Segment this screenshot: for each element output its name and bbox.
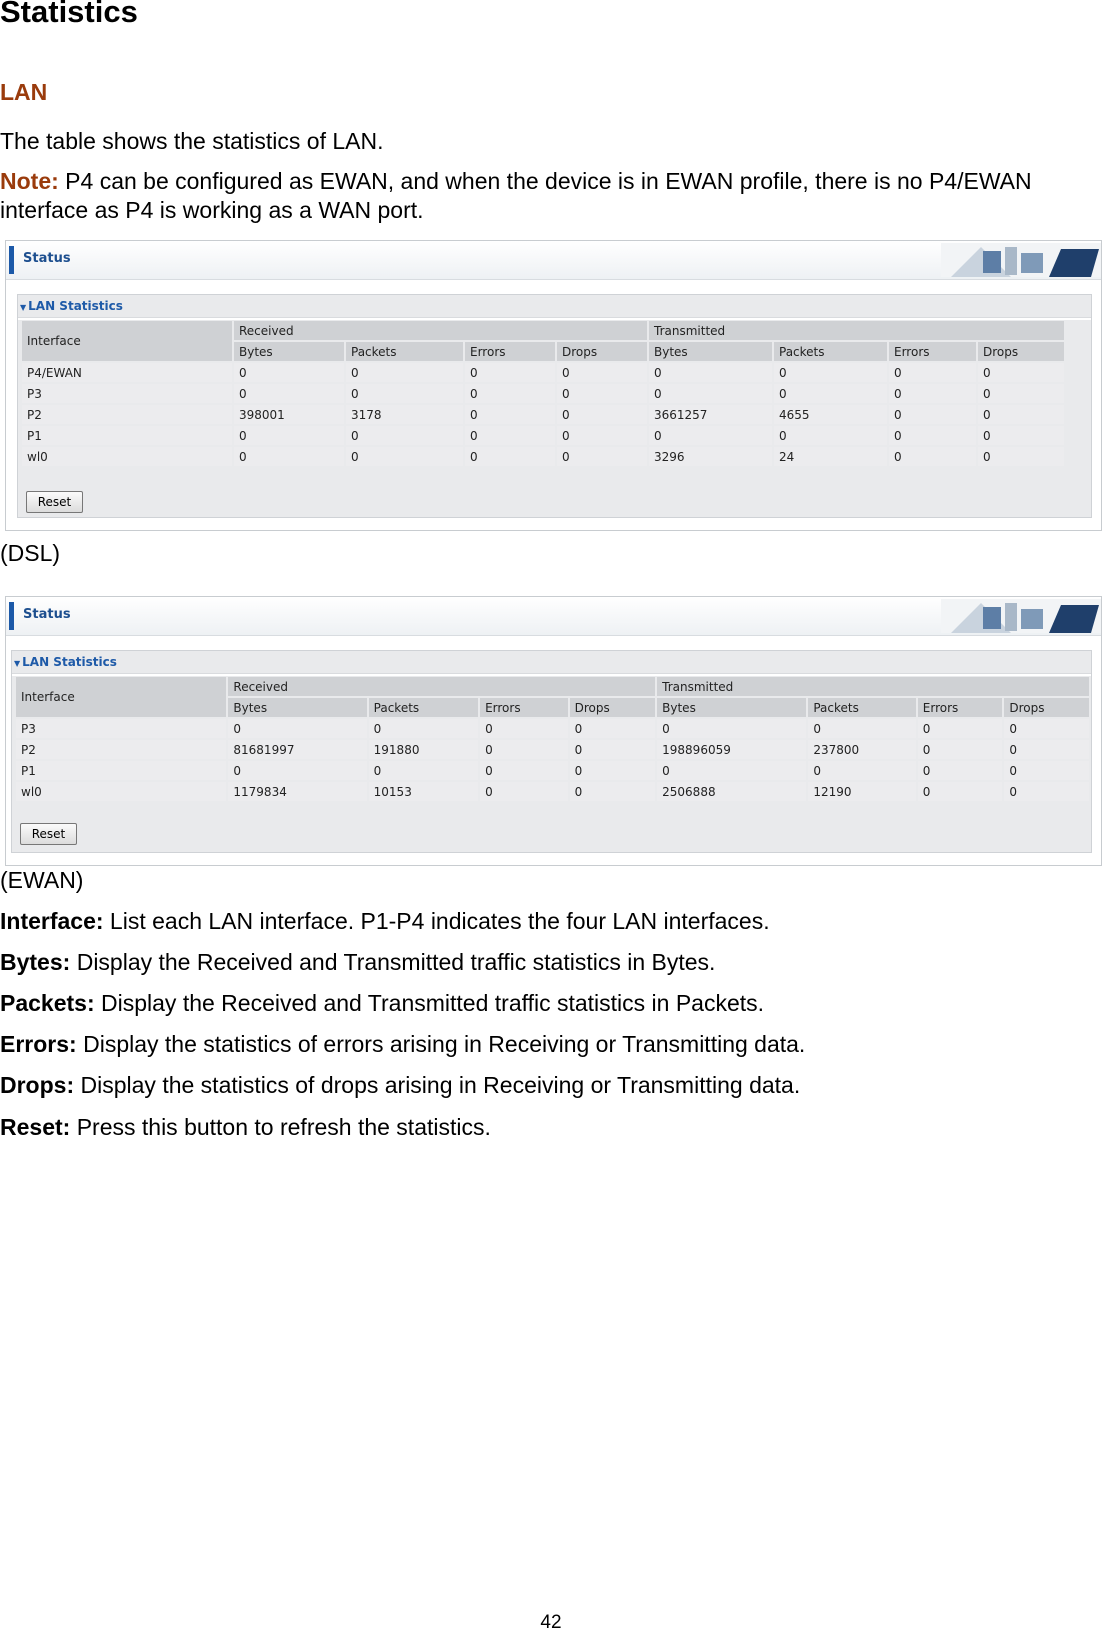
table-row xyxy=(22,363,1064,382)
interface-cell: P4/EWAN xyxy=(22,363,232,382)
intro-text: The table shows the statistics of LAN. xyxy=(0,128,384,154)
status-label: Status xyxy=(23,251,71,266)
received-header: Received xyxy=(234,321,647,340)
ewan-statistics-screenshot xyxy=(5,596,1102,866)
note-text: P4 can be configured as EWAN, and when the device is in EWAN profile, there is no P4/EWAN interface as P4 is working as a WAN port. xyxy=(0,168,1032,223)
stat-cell: 0 xyxy=(918,719,1003,738)
interface-cell: P3 xyxy=(16,719,226,738)
definition-term: Packets: xyxy=(0,990,95,1016)
stat-cell: 0 xyxy=(774,426,887,445)
page-title: Statistics xyxy=(0,0,138,29)
stat-cell: 0 xyxy=(346,384,463,403)
interface-cell: P2 xyxy=(16,740,226,759)
lan-statistics-title-text: LAN Statistics xyxy=(22,655,117,669)
definition-term: Errors: xyxy=(0,1031,77,1057)
stat-cell: 0 xyxy=(465,363,555,382)
definition-text: List each LAN interface. P1-P4 indicates the four LAN interfaces. xyxy=(103,908,770,934)
stat-cell: 0 xyxy=(978,405,1064,424)
column-header: Packets xyxy=(369,698,478,717)
ewan-caption: (EWAN) xyxy=(0,867,84,893)
stat-cell: 0 xyxy=(649,426,772,445)
column-header: Drops xyxy=(978,342,1064,361)
lan-statistics-panel xyxy=(17,294,1092,518)
stat-cell: 398001 xyxy=(234,405,344,424)
stat-cell: 12190 xyxy=(808,782,915,801)
status-accent xyxy=(9,246,14,274)
stat-cell: 0 xyxy=(978,363,1064,382)
interface-cell: P3 xyxy=(22,384,232,403)
stat-cell: 0 xyxy=(1004,761,1089,780)
stat-cell: 4655 xyxy=(774,405,887,424)
banner-graphic-icon xyxy=(941,599,1101,633)
column-header: Errors xyxy=(889,342,976,361)
status-bar xyxy=(6,597,1101,636)
stat-cell: 0 xyxy=(480,719,568,738)
table-row xyxy=(22,426,1064,445)
stat-cell: 0 xyxy=(1004,740,1089,759)
interface-cell: P2 xyxy=(22,405,232,424)
stat-cell: 191880 xyxy=(369,740,478,759)
lan-statistics-title-text: LAN Statistics xyxy=(28,299,123,313)
stat-cell: 0 xyxy=(889,384,976,403)
table-row xyxy=(22,405,1064,424)
stat-cell: 3178 xyxy=(346,405,463,424)
stat-cell: 0 xyxy=(234,447,344,466)
interface-cell: P1 xyxy=(16,761,226,780)
column-header: Drops xyxy=(1004,698,1089,717)
stat-cell: 0 xyxy=(978,426,1064,445)
column-header: Bytes xyxy=(657,698,806,717)
definition-text: Display the statistics of drops arising in Receiving or Transmitting data. xyxy=(74,1072,801,1098)
stat-cell: 2506888 xyxy=(657,782,806,801)
column-header: Drops xyxy=(557,342,647,361)
interface-cell: wl0 xyxy=(22,447,232,466)
table-row xyxy=(16,761,1089,780)
lan-statistics-table xyxy=(14,675,1091,803)
stat-cell: 0 xyxy=(346,426,463,445)
definition-text: Display the statistics of errors arising in Receiving or Transmitting data. xyxy=(76,1031,806,1057)
note-label: Note: xyxy=(0,168,59,194)
stat-cell: 0 xyxy=(557,426,647,445)
definition-bytes xyxy=(0,948,1060,977)
definition-packets xyxy=(0,989,1060,1018)
column-header: Bytes xyxy=(649,342,772,361)
status-label: Status xyxy=(23,607,71,622)
lan-statistics-panel xyxy=(11,650,1092,853)
stat-cell: 0 xyxy=(808,761,915,780)
definition-text: Press this button to refresh the statistics. xyxy=(70,1114,491,1140)
stat-cell: 0 xyxy=(918,782,1003,801)
stat-cell: 24 xyxy=(774,447,887,466)
stat-cell: 0 xyxy=(480,761,568,780)
dsl-statistics-screenshot xyxy=(5,240,1102,531)
section-heading-lan: LAN xyxy=(0,79,48,105)
table-row xyxy=(22,384,1064,403)
transmitted-header: Transmitted xyxy=(657,677,1089,696)
column-header: Errors xyxy=(465,342,555,361)
definition-term: Bytes: xyxy=(0,949,71,975)
stat-cell: 81681997 xyxy=(228,740,366,759)
stat-cell: 0 xyxy=(570,740,656,759)
definition-text: Display the Received and Transmitted traffic statistics in Bytes. xyxy=(70,949,716,975)
interface-cell: P1 xyxy=(22,426,232,445)
stat-cell: 0 xyxy=(978,447,1064,466)
column-header: Drops xyxy=(570,698,656,717)
stat-cell: 0 xyxy=(978,384,1064,403)
table-row xyxy=(22,447,1064,466)
stat-cell: 0 xyxy=(570,782,656,801)
stat-cell: 0 xyxy=(774,384,887,403)
column-header: Errors xyxy=(480,698,568,717)
column-header: Errors xyxy=(918,698,1003,717)
stat-cell: 237800 xyxy=(808,740,915,759)
stat-cell: 0 xyxy=(649,363,772,382)
definition-reset xyxy=(0,1113,1060,1142)
stat-cell: 0 xyxy=(369,761,478,780)
reset-button[interactable]: Reset xyxy=(20,823,77,845)
stat-cell: 0 xyxy=(234,384,344,403)
table-row xyxy=(16,740,1089,759)
banner-graphic-icon xyxy=(941,243,1101,277)
definition-text: Display the Received and Transmitted traffic statistics in Packets. xyxy=(94,990,765,1016)
stat-cell: 0 xyxy=(480,740,568,759)
stat-cell: 10153 xyxy=(369,782,478,801)
stat-cell: 0 xyxy=(1004,719,1089,738)
stat-cell: 0 xyxy=(369,719,478,738)
stat-cell: 0 xyxy=(774,363,887,382)
column-header: Packets xyxy=(346,342,463,361)
column-header: Bytes xyxy=(228,698,366,717)
stat-cell: 0 xyxy=(465,426,555,445)
table-row xyxy=(16,719,1089,738)
status-accent xyxy=(9,602,14,630)
stat-cell: 0 xyxy=(570,761,656,780)
stat-cell: 0 xyxy=(557,405,647,424)
stat-cell: 0 xyxy=(228,761,366,780)
stat-cell: 0 xyxy=(465,384,555,403)
stat-cell: 0 xyxy=(228,719,366,738)
definition-term: Drops: xyxy=(0,1072,75,1098)
stat-cell: 0 xyxy=(649,384,772,403)
stat-cell: 0 xyxy=(234,363,344,382)
stat-cell: 0 xyxy=(346,363,463,382)
stat-cell: 0 xyxy=(465,405,555,424)
definition-interface xyxy=(0,907,1060,936)
stat-cell: 0 xyxy=(557,384,647,403)
stat-cell: 0 xyxy=(657,761,806,780)
lan-statistics-table xyxy=(20,319,1066,468)
stat-cell: 0 xyxy=(480,782,568,801)
interface-cell: wl0 xyxy=(16,782,226,801)
stat-cell: 0 xyxy=(570,719,656,738)
lan-statistics-title: ▼ LAN Statistics xyxy=(20,299,123,313)
column-header: Packets xyxy=(774,342,887,361)
page-number: 42 xyxy=(540,1612,562,1633)
definition-drops xyxy=(0,1071,1060,1100)
stat-cell: 0 xyxy=(889,447,976,466)
stat-cell: 0 xyxy=(889,363,976,382)
definition-term: Reset: xyxy=(0,1114,71,1140)
transmitted-header: Transmitted xyxy=(649,321,1064,340)
stat-cell: 0 xyxy=(346,447,463,466)
column-header: Bytes xyxy=(234,342,344,361)
stat-cell: 3661257 xyxy=(649,405,772,424)
reset-button[interactable]: Reset xyxy=(26,491,83,513)
interface-header: Interface xyxy=(16,677,226,717)
stat-cell: 0 xyxy=(465,447,555,466)
lan-statistics-title: ▼ LAN Statistics xyxy=(14,655,117,669)
stat-cell: 1179834 xyxy=(228,782,366,801)
stat-cell: 0 xyxy=(889,426,976,445)
note-paragraph xyxy=(0,167,1060,225)
column-header: Packets xyxy=(808,698,915,717)
definition-term: Interface: xyxy=(0,908,104,934)
stat-cell: 0 xyxy=(657,719,806,738)
status-bar xyxy=(6,241,1101,280)
stat-cell: 0 xyxy=(557,363,647,382)
table-row xyxy=(16,782,1089,801)
stat-cell: 3296 xyxy=(649,447,772,466)
interface-header: Interface xyxy=(22,321,232,361)
stat-cell: 198896059 xyxy=(657,740,806,759)
stat-cell: 0 xyxy=(808,719,915,738)
stat-cell: 0 xyxy=(234,426,344,445)
stat-cell: 0 xyxy=(889,405,976,424)
stat-cell: 0 xyxy=(1004,782,1089,801)
stat-cell: 0 xyxy=(557,447,647,466)
stat-cell: 0 xyxy=(918,740,1003,759)
received-header: Received xyxy=(228,677,655,696)
stat-cell: 0 xyxy=(918,761,1003,780)
definition-errors xyxy=(0,1030,1060,1059)
dsl-caption: (DSL) xyxy=(0,540,61,566)
